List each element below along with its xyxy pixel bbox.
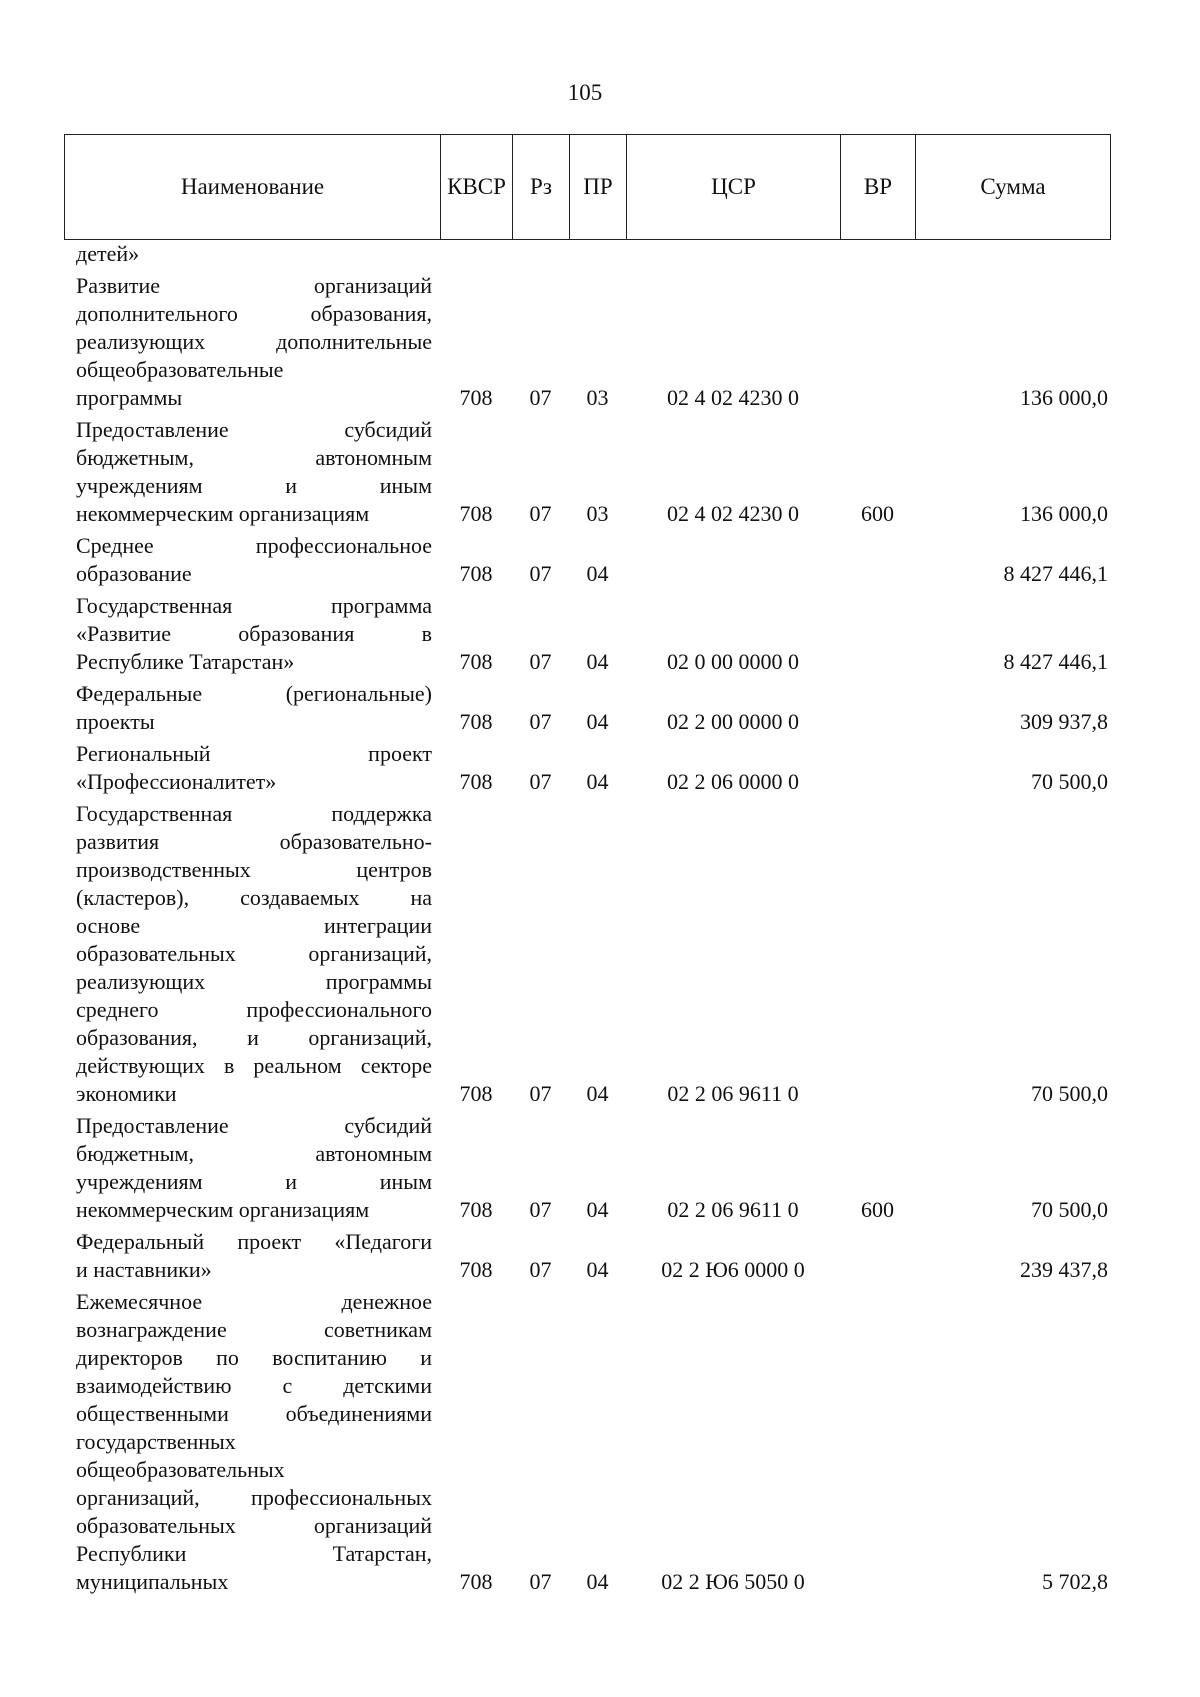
table-row	[76, 240, 1116, 268]
row-pr: 04	[586, 769, 609, 794]
row-pr: 04	[586, 709, 609, 734]
row-name-line: Региональный проект	[76, 741, 432, 766]
row-csr: 02 4 02 4230 0	[667, 385, 799, 410]
row-name-line: экономики	[76, 1081, 177, 1106]
row-name-line: Государственная поддержка	[76, 801, 432, 826]
row-name	[76, 240, 432, 268]
row-sum: 8 427 446,1	[1003, 561, 1108, 586]
row-name-line: действующих в реальном секторе	[76, 1053, 432, 1078]
row-name-line: государственных	[76, 1429, 236, 1454]
row-sum: 5 702,8	[1042, 1569, 1108, 1594]
row-name-line: общественными объединениями	[76, 1401, 432, 1426]
row-pr: 04	[586, 1257, 609, 1282]
row-csr: 02 2 06 9611 0	[667, 1197, 799, 1222]
row-name	[76, 800, 432, 1108]
row-kvsr: 708	[459, 561, 493, 586]
row-name-line: Развитие организаций	[76, 273, 432, 298]
row-csr: 02 2 Ю6 5050 0	[661, 1569, 805, 1594]
row-csr: 02 2 06 9611 0	[667, 1081, 799, 1106]
row-name-line: общеобразовательных	[76, 1457, 285, 1482]
column-header-kvsr: КВСР	[441, 135, 513, 239]
row-pr: 03	[586, 501, 609, 526]
table-row	[76, 1288, 1116, 1596]
row-name-line: учреждениям и иным	[76, 1169, 432, 1194]
column-header-sum: Сумма	[980, 174, 1046, 199]
row-name	[76, 1288, 432, 1596]
row-name-line: некоммерческим организациям	[76, 1197, 370, 1222]
row-name	[76, 416, 432, 528]
row-name-line: Федеральный проект «Педагоги	[76, 1229, 432, 1254]
table-row	[76, 416, 1116, 528]
row-sum: 8 427 446,1	[1003, 649, 1108, 674]
row-name-line: Предоставление субсидий	[76, 1113, 432, 1138]
row-kvsr: 708	[459, 1569, 493, 1594]
row-rz: 07	[529, 385, 552, 410]
row-name-line: вознаграждение советникам	[76, 1317, 432, 1342]
row-name-line: Ежемесячное денежное	[76, 1289, 432, 1314]
row-csr: 02 2 Ю6 0000 0	[661, 1257, 805, 1282]
row-pr: 03	[586, 385, 609, 410]
row-name-line: производственных центров	[76, 857, 432, 882]
row-name-line: образовательных организаций	[76, 1513, 432, 1538]
row-name-line: Государственная программа	[76, 593, 432, 618]
row-vr: 600	[861, 1197, 894, 1222]
row-sum: 136 000,0	[1020, 385, 1108, 410]
row-name-line: среднего профессионального	[76, 997, 432, 1022]
row-pr: 04	[586, 561, 609, 586]
row-name-line: бюджетным, автономным	[76, 1141, 432, 1166]
row-rz: 07	[529, 561, 552, 586]
row-name-line: развития образовательно-	[76, 829, 432, 854]
row-csr: 02 2 06 0000 0	[667, 769, 799, 794]
row-rz: 07	[529, 1569, 552, 1594]
row-rz: 07	[529, 1081, 552, 1106]
row-name-line: муниципальных	[76, 1569, 229, 1594]
row-name-line: реализующих дополнительные	[76, 329, 432, 354]
row-name-line: Республики Татарстан,	[76, 1541, 432, 1566]
row-name-line: Среднее профессиональное	[76, 533, 432, 558]
row-name-line: «Профессионалитет»	[76, 769, 277, 794]
column-header-name: Наименование	[65, 135, 441, 239]
row-vr: 600	[861, 501, 894, 526]
table-row	[76, 1112, 1116, 1224]
row-kvsr: 708	[459, 1197, 493, 1222]
row-kvsr: 708	[459, 709, 493, 734]
column-header-rz: Рз	[513, 135, 570, 239]
row-name	[76, 592, 432, 676]
row-name-line: (кластеров), создаваемых на	[76, 885, 432, 910]
row-pr: 04	[586, 1081, 609, 1106]
row-name	[76, 1112, 432, 1224]
row-sum: 239 437,8	[1020, 1257, 1108, 1282]
row-name-line: образование	[76, 561, 192, 586]
row-name-line: директоров по воспитанию и	[76, 1345, 432, 1370]
row-name-line: образования, и организаций,	[76, 1025, 432, 1050]
row-rz: 07	[529, 709, 552, 734]
row-kvsr: 708	[459, 385, 493, 410]
row-csr: 02 2 00 0000 0	[667, 709, 799, 734]
row-sum: 70 500,0	[1031, 1197, 1108, 1222]
row-name	[76, 740, 432, 796]
row-name-line: Предоставление субсидий	[76, 417, 432, 442]
row-name-line: Республике Татарстан»	[76, 649, 295, 674]
table-row	[76, 592, 1116, 676]
row-rz: 07	[529, 1197, 552, 1222]
row-sum: 309 937,8	[1020, 709, 1108, 734]
column-header-csr: ЦСР	[627, 135, 841, 239]
row-kvsr: 708	[459, 501, 493, 526]
row-name-line: образовательных организаций,	[76, 941, 432, 966]
row-pr: 04	[586, 1569, 609, 1594]
row-rz: 07	[529, 649, 552, 674]
row-name-line: Федеральные (региональные)	[76, 681, 432, 706]
row-rz: 07	[529, 501, 552, 526]
row-name	[76, 532, 432, 588]
row-name	[76, 272, 432, 412]
row-pr: 04	[586, 1197, 609, 1222]
row-pr: 04	[586, 649, 609, 674]
row-name-line: дополнительного образования,	[76, 301, 432, 326]
column-header-pr: ПР	[570, 135, 627, 239]
row-name-line: учреждениям и иным	[76, 473, 432, 498]
row-name-line: организаций, профессиональных	[76, 1485, 432, 1510]
page-number: 105	[567, 80, 603, 105]
row-name	[76, 1228, 432, 1284]
row-kvsr: 708	[459, 649, 493, 674]
row-name-line: детей»	[76, 241, 140, 266]
table-body	[76, 240, 1116, 1600]
row-csr: 02 4 02 4230 0	[667, 501, 799, 526]
row-csr: 02 0 00 0000 0	[667, 649, 799, 674]
table-row	[76, 532, 1116, 588]
row-rz: 07	[529, 1257, 552, 1282]
row-sum: 70 500,0	[1031, 769, 1108, 794]
row-kvsr: 708	[459, 769, 493, 794]
row-name-line: общеобразовательные	[76, 357, 284, 382]
row-name-line: и наставники»	[76, 1257, 212, 1282]
table-header	[64, 134, 1111, 240]
row-name-line: «Развитие образования в	[76, 621, 432, 646]
row-name-line: основе интеграции	[76, 913, 432, 938]
row-name-line: бюджетным, автономным	[76, 445, 432, 470]
table-row	[76, 680, 1116, 736]
table-row	[76, 800, 1116, 1108]
row-name-line: некоммерческим организациям	[76, 501, 370, 526]
table-row	[76, 272, 1116, 412]
row-name-line: программы	[76, 385, 183, 410]
row-name-line: проекты	[76, 709, 155, 734]
row-name-line: взаимодействию с детскими	[76, 1373, 432, 1398]
table-row	[76, 1228, 1116, 1284]
row-rz: 07	[529, 769, 552, 794]
column-header-vr: ВР	[841, 135, 916, 239]
row-kvsr: 708	[459, 1081, 493, 1106]
row-sum: 136 000,0	[1020, 501, 1108, 526]
row-name-line: реализующих программы	[76, 969, 432, 994]
row-kvsr: 708	[459, 1257, 493, 1282]
row-sum: 70 500,0	[1031, 1081, 1108, 1106]
row-name	[76, 680, 432, 736]
table-row	[76, 740, 1116, 796]
